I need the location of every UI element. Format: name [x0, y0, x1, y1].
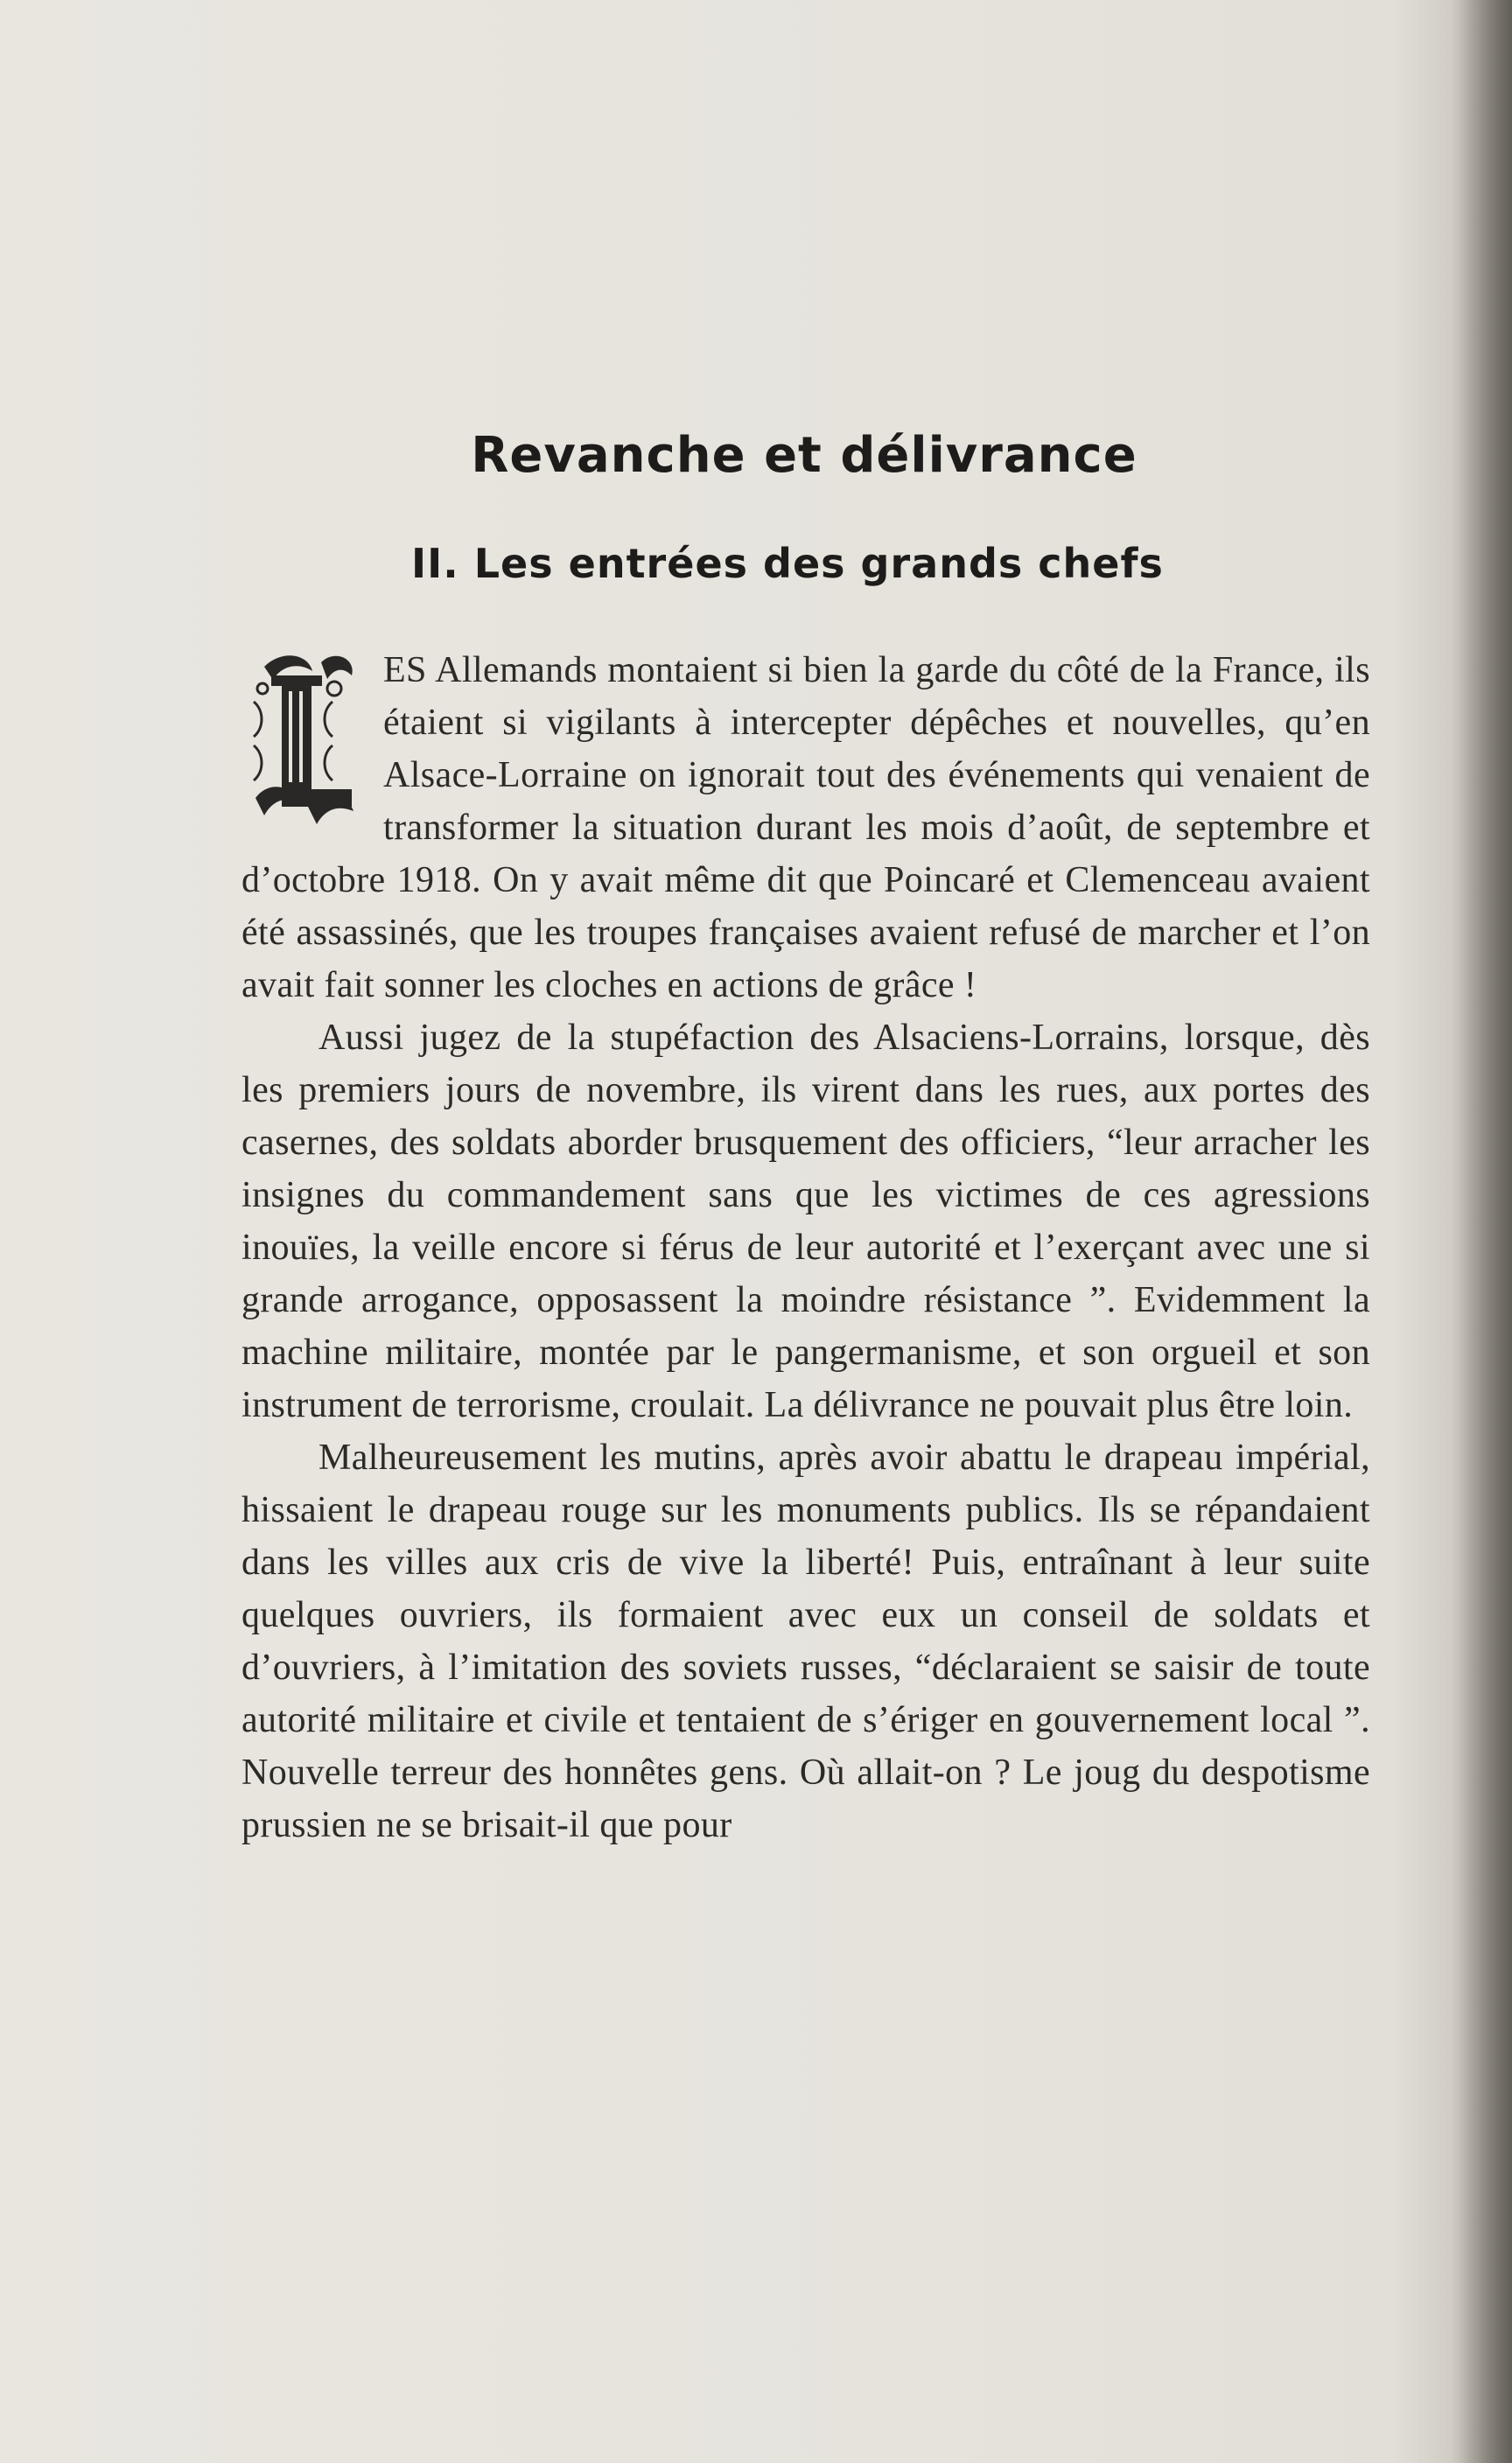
- paragraph-2: Aussi jugez de la stupéfaction des Alsaciens-Lorrains, lorsque, dès les premiers jours de novembre, ils virent dans les rues, aux portes des casernes, des soldats aborder brusquement des officiers, “leur arracher les insignes du commandement sans que les victimes de ces agressions inouïes, la veille encore si férus de leur autorité et l’exerçant avec une si grande arrogance, opposassent la moindre résistance ”. Evidemment la machine militaire, montée par le pangermanisme, et son orgueil et son instrument de terrorisme, croulait. La délivrance ne pouvait plus être loin.: [242, 1018, 1370, 1425]
- paragraph-1: [242, 644, 1370, 1011]
- page-gutter-shadow: [1451, 0, 1512, 2463]
- ornamental-dropcap-icon: [247, 649, 360, 833]
- chapter-title: Revanche et délivrance: [471, 427, 1138, 484]
- paragraph-1-text: ES Allemands montaient si bien la garde du côté de la France, ils étaient si vigilants à intercepter dépêches et nouvelles, qu’en Alsace-Lorraine on ignorait tout des événements qui venaient de transformer la situation durant les mois d’août, de septembre et d’octobre 1918. On y avait même dit que Poincaré et Clemenceau avaient été assassinés, que les troupes françaises avaient refusé de marcher et l’on avait fait sonner les cloches en actions de grâce !: [242, 650, 1370, 1005]
- body-text: [242, 644, 1370, 1851]
- paragraph-3: Malheureusement les mutins, après avoir abattu le drapeau impérial, hissaient le drapeau rouge sur les monuments publics. Ils se répandaient dans les villes aux cris de vive la liberté! Puis, entraînant à leur suite quelques ouvriers, ils formaient avec eux un conseil de soldats et d’ouvriers, à l’imitation des soviets russes, “déclaraient se saisir de toute autorité militaire et civile et tentaient de s’ériger en gouvernement local ”. Nouvelle terreur des honnêtes gens. Où allait-on ? Le joug du despotisme prussien ne se brisait-il que pour: [242, 1438, 1370, 1845]
- section-subtitle: II. Les entrées des grands chefs: [411, 540, 1164, 587]
